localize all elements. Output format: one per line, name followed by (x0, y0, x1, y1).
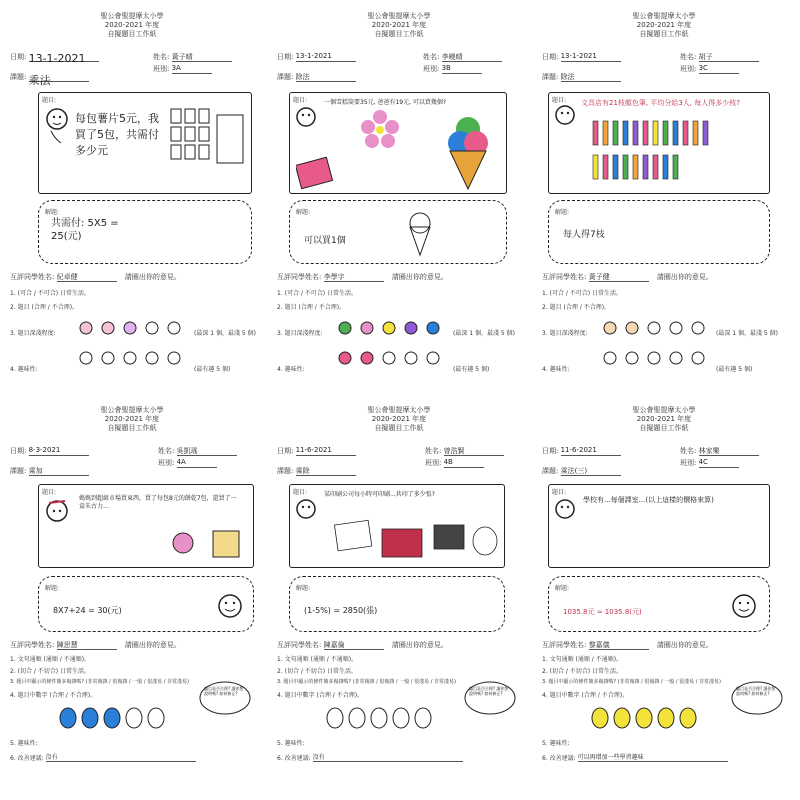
solution-box (548, 576, 770, 632)
suggest-value: 沒有 (46, 752, 196, 762)
peer-row (542, 272, 713, 282)
eval-reasonable: 2. 題目 (合理 / 不合理)。 (542, 304, 611, 311)
eval-grammar: 1. 文句通順 (通順 / 不通順)。 (542, 656, 623, 663)
thought-text: 題目是否合理? 讓你想說明嗎? 如何修正? (469, 686, 509, 696)
peer-label: 互評同學姓名: (277, 273, 322, 281)
topic-label: 課題: (542, 73, 559, 81)
peer-value: 李學宇 (324, 272, 384, 282)
worksheet-6 (540, 400, 788, 792)
worksheet-header (8, 12, 256, 39)
worksheet-2 (275, 6, 523, 386)
suggest-label: 6. 改善建議: (277, 755, 311, 762)
peer-value: 黎嘉儀 (589, 640, 649, 650)
class-row (680, 64, 739, 74)
class-row (680, 458, 739, 468)
question-text: 學校有...每個課室...(以上這樣的價格來算) (583, 496, 714, 504)
eval-depth-range: (最深 1 個，最淺 5 個) (453, 330, 515, 337)
class-value: 4C (699, 458, 739, 468)
question-box (548, 92, 770, 194)
eval-suggest (542, 752, 728, 762)
date-value: 11-6-2021 (561, 446, 621, 456)
name-label: 姓名: (425, 447, 442, 455)
thinking-face-icon (43, 497, 73, 537)
peer-label: 互評同學姓名: (542, 273, 587, 281)
topic-row (542, 72, 621, 82)
name-row (680, 52, 759, 62)
name-value: 胡子 (699, 52, 759, 62)
class-value: 4A (177, 458, 217, 468)
solution-text: 可以買1個 (304, 236, 346, 246)
question-text: 每包薯片5元，我買了5包，共需付多少元 (75, 112, 159, 157)
eval-depth-range: (最深 1 個，最淺 5 個) (194, 330, 256, 337)
eval-logic: 2. (切合 / 不切合) 日常生活。 (277, 668, 358, 675)
date-row (10, 446, 89, 456)
date-label: 日期: (10, 53, 27, 61)
smiley-face-icon (215, 591, 245, 621)
worksheet-5 (275, 400, 523, 792)
eval-info: 3. 題目中顯示的條件簡多複雜嗎? (非常複雜 / 很複雜 / 一般 / 很淺易 / 非常淺易) (542, 679, 721, 685)
solution-box (38, 576, 254, 632)
school-year: 2020-2021 年度 (636, 21, 692, 29)
eval-fun: 5. 趣味性: (277, 740, 305, 747)
name-value: 林家樂 (699, 446, 759, 456)
topic-label: 課題: (542, 467, 559, 475)
question-text: 一個雪糕筒要35元, 爸爸有19元, 可以買幾個? (324, 99, 447, 106)
peer-hint: 請圈出你的意見。 (656, 641, 713, 649)
class-value: 3A (172, 64, 212, 74)
topic-value: 除法 (296, 72, 356, 82)
snack-drawing (296, 155, 336, 189)
eval-suggest (277, 752, 463, 762)
date-value: 13-1-2021 (296, 52, 356, 62)
eval-fun-range: (最有趣 5 個) (453, 366, 490, 373)
form-title: 自擬題目工作紙 (107, 424, 157, 432)
peer-row (277, 640, 448, 650)
school-name: 聖公會聖提摩太小學 (632, 406, 696, 414)
suggest-value: 沒有 (313, 752, 463, 762)
peer-value: 黃子健 (589, 272, 649, 282)
eval-info: 3. 題目中顯示的條件簡多複雜嗎? (非常複雜 / 很複雜 / 一般 / 很淺易 / 非常淺易) (10, 679, 189, 685)
school-name: 聖公會聖提摩太小學 (367, 406, 431, 414)
eval-numbers: 4. 題目中數字 (合理 / 不合理)。 (277, 692, 364, 699)
topic-row (277, 466, 356, 476)
eval-fun: 4. 趣味性: (10, 366, 38, 373)
date-value: 8-3-2021 (29, 446, 89, 456)
eval-numbers: 4. 題目中數字 (合理 / 不合理)。 (542, 692, 629, 699)
solution-text: 每人得7枝 (563, 230, 605, 240)
suggest-label: 6. 改善建議: (10, 755, 44, 762)
eval-logic: 2. (切合 / 不切合) 日常生活。 (542, 668, 623, 675)
peer-row (277, 272, 448, 282)
eval-depth: 3. 題目深淺程度: (10, 330, 56, 337)
school-name: 聖公會聖提摩太小學 (632, 12, 696, 20)
class-row (153, 64, 212, 74)
thinking-face-icon (294, 105, 320, 139)
solution-box (38, 200, 252, 264)
school-year: 2020-2021 年度 (371, 415, 427, 423)
name-value: 曾浩賢 (444, 446, 504, 456)
rating-birds (590, 704, 700, 732)
peer-hint: 請圈出你的意見。 (124, 273, 181, 281)
date-row (277, 446, 356, 456)
question-box (289, 92, 507, 194)
class-label: 班別: (680, 459, 697, 467)
date-value: 13-1-2021 (29, 52, 99, 62)
eval-fun: 4. 趣味性: (277, 366, 305, 373)
solution-label: 解題: (555, 585, 570, 592)
peer-label: 互評同學姓名: (10, 641, 55, 649)
date-row (277, 52, 356, 62)
topic-value: 乘法 (29, 72, 89, 82)
solution-label: 解題: (555, 209, 570, 216)
solution-box (289, 576, 505, 632)
topic-label: 課題: (277, 73, 294, 81)
eval-depth: 3. 題目深淺程度: (542, 330, 588, 337)
question-text: 某印刷公司每小時可印刷...共印了多少張? (324, 491, 435, 498)
ice-cream-cone-icon (400, 209, 440, 259)
printing-drawing (330, 519, 500, 563)
worksheet-header (275, 406, 523, 433)
peer-hint: 請圈出你的意見。 (656, 273, 713, 281)
name-label: 姓名: (680, 447, 697, 455)
worksheet-header (540, 12, 788, 39)
date-label: 日期: (277, 53, 294, 61)
peer-hint: 請圈出你的意見。 (124, 641, 181, 649)
school-name: 聖公會聖提摩太小學 (100, 406, 164, 414)
solution-text: (1-5%) = 2850(張) (304, 606, 378, 615)
date-value: 13-1-2021 (561, 52, 621, 62)
cloud-thought-icon (730, 680, 784, 720)
solution-box (548, 200, 770, 264)
thinking-face-icon (553, 103, 579, 137)
topic-row (277, 72, 356, 82)
flower-icon (360, 109, 400, 149)
eval-logic: 1. (可合 / 不可合) 日常生活。 (10, 290, 91, 297)
rating-birds (325, 704, 435, 732)
rating-birds (335, 318, 455, 378)
cloud-thought-icon (463, 680, 517, 720)
worksheet-1 (8, 6, 256, 386)
class-value: 3C (699, 64, 739, 74)
worksheet-header (275, 12, 523, 39)
school-name: 聖公會聖提摩太小學 (100, 12, 164, 20)
topic-row (10, 466, 89, 476)
question-box (289, 484, 505, 568)
class-label: 班別: (425, 459, 442, 467)
class-label: 班別: (153, 65, 170, 73)
thought-text: 題目是否合理? 讓你想說明嗎? 如何修正? (204, 686, 244, 696)
school-year: 2020-2021 年度 (371, 21, 427, 29)
school-year: 2020-2021 年度 (636, 415, 692, 423)
class-label: 班別: (680, 65, 697, 73)
solution-label: 解題: (45, 209, 60, 216)
eval-logic: 1. (可合 / 不可合) 日常生活。 (277, 290, 358, 297)
peer-value: 紀卓健 (57, 272, 117, 282)
name-row (680, 446, 759, 456)
form-title: 自擬題目工作紙 (639, 424, 689, 432)
eval-info: 3. 題目中顯示的條件簡多複雜嗎? (非常複雜 / 很複雜 / 一般 / 很淺易 / 非常淺易) (277, 679, 456, 685)
date-label: 日期: (542, 447, 559, 455)
question-box (38, 92, 252, 194)
peer-label: 互評同學姓名: (10, 273, 55, 281)
name-label: 姓名: (158, 447, 175, 455)
eval-numbers: 4. 題目中數字 (合理 / 不合理)。 (10, 692, 97, 699)
eval-fun: 4. 趣味性: (542, 366, 570, 373)
name-row (158, 446, 237, 456)
form-title: 自擬題目工作紙 (107, 30, 157, 38)
eval-fun-range: (最有趣 5 個) (716, 366, 753, 373)
form-title: 自擬題目工作紙 (374, 30, 424, 38)
eval-reasonable: 2. 題目 (合理 / 不合理)。 (277, 304, 346, 311)
solution-text: 8X7+24 = 30(元) (53, 606, 122, 615)
worksheet-header (540, 406, 788, 433)
thinking-face-icon (43, 105, 73, 145)
question-text: 文具店有21枝顏色筆, 平均分給3人, 每人得多少枝? (581, 99, 740, 107)
solution-text: 共需付: 5X5 = 25(元) (51, 218, 119, 242)
peer-value: 陳思慧 (57, 640, 117, 650)
worksheet-header (8, 406, 256, 433)
chips-drawing (169, 105, 247, 175)
topic-label: 課題: (277, 467, 294, 475)
color-pencils-drawing (589, 119, 749, 187)
rating-birds (76, 318, 196, 378)
question-label: 題目: (552, 489, 567, 496)
question-label: 題目: (552, 97, 567, 104)
solution-label: 解題: (296, 209, 311, 216)
rating-birds (600, 318, 720, 378)
solution-label: 解題: (296, 585, 311, 592)
class-value: 4B (444, 458, 484, 468)
peer-row (10, 272, 181, 282)
solution-text: 1035.8元 ≈ 1035.8(元) (563, 608, 642, 616)
form-title: 自擬題目工作紙 (374, 424, 424, 432)
question-label: 題目: (293, 97, 308, 104)
eval-depth-range: (最深 1 個，最淺 5 個) (716, 330, 778, 337)
eval-logic: 1. (可合 / 不可合) 日常生活。 (542, 290, 623, 297)
snack-drawing (169, 525, 245, 561)
class-row (423, 64, 482, 74)
worksheet-3 (540, 6, 788, 386)
suggest-value: 可以再增加一些學習趣味 (578, 752, 728, 762)
name-label: 姓名: (423, 53, 440, 61)
solution-box (289, 200, 507, 264)
date-row (10, 52, 99, 65)
name-row (423, 52, 502, 62)
date-label: 日期: (277, 447, 294, 455)
suggest-label: 6. 改善建議: (542, 755, 576, 762)
date-label: 日期: (542, 53, 559, 61)
class-row (158, 458, 217, 468)
solution-label: 解題: (45, 585, 60, 592)
class-label: 班別: (423, 65, 440, 73)
school-name: 聖公會聖提摩太小學 (367, 12, 431, 20)
eval-fun-range: (最有趣 5 個) (194, 366, 231, 373)
question-label: 題目: (293, 489, 308, 496)
question-label: 題目: (42, 489, 57, 496)
name-value: 吳凱瑤 (177, 446, 237, 456)
eval-grammar: 1. 文句通順 (通順 / 不通順)。 (277, 656, 358, 663)
eval-depth: 3. 題目深淺程度: (277, 330, 323, 337)
class-value: 3B (442, 64, 482, 74)
thinking-face-icon (294, 497, 320, 531)
worksheet-4 (8, 400, 256, 792)
name-row (153, 52, 232, 62)
class-row (425, 458, 484, 468)
peer-value: 陳嘉倫 (324, 640, 384, 650)
question-text: 媽媽到超級市場買東西，買了每包8元的餅乾7包，還買了一盒朱古力... (79, 495, 237, 510)
topic-row (542, 466, 621, 476)
peer-row (10, 640, 181, 650)
name-row (425, 446, 504, 456)
name-label: 姓名: (680, 53, 697, 61)
eval-fun: 5. 趣味性: (542, 740, 570, 747)
topic-value: 乘除 (296, 466, 356, 476)
topic-label: 課題: (10, 73, 27, 81)
peer-row (542, 640, 713, 650)
peer-hint: 請圈出你的意見。 (391, 641, 448, 649)
eval-grammar: 1. 文句通順 (通順 / 不通順)。 (10, 656, 91, 663)
question-label: 題目: (42, 97, 57, 104)
name-label: 姓名: (153, 53, 170, 61)
eval-reasonable: 2. 題目 (合理 / 不合理)。 (10, 304, 79, 311)
school-year: 2020-2021 年度 (104, 415, 160, 423)
date-row (542, 446, 621, 456)
eval-fun: 5. 趣味性: (10, 740, 38, 747)
class-label: 班別: (158, 459, 175, 467)
thought-text: 題目是否合理? 讓你想說明嗎? 如何修正? (736, 686, 776, 696)
ice-cream-icon (440, 113, 498, 191)
peer-label: 互評同學姓名: (542, 641, 587, 649)
topic-value: 乘加 (29, 466, 89, 476)
topic-row (10, 72, 89, 87)
peer-label: 互評同學姓名: (277, 641, 322, 649)
date-value: 11-6-2021 (296, 446, 356, 456)
eval-suggest (10, 752, 196, 762)
date-label: 日期: (10, 447, 27, 455)
topic-label: 課題: (10, 467, 27, 475)
topic-value: 乘法(三) (561, 466, 621, 476)
school-year: 2020-2021 年度 (104, 21, 160, 29)
peer-hint: 請圈出你的意見。 (391, 273, 448, 281)
form-title: 自擬題目工作紙 (639, 30, 689, 38)
name-value: 黃子晴 (172, 52, 232, 62)
rating-birds (58, 704, 168, 732)
eval-logic: 2. (切合 / 不切合) 日常生活。 (10, 668, 91, 675)
topic-value: 除法 (561, 72, 621, 82)
question-box (38, 484, 254, 568)
question-box (548, 484, 770, 568)
smiley-face-icon (729, 591, 759, 621)
date-row (542, 52, 621, 62)
thinking-face-icon (553, 497, 579, 531)
cloud-thought-icon (198, 680, 252, 720)
name-value: 李曉晴 (442, 52, 502, 62)
